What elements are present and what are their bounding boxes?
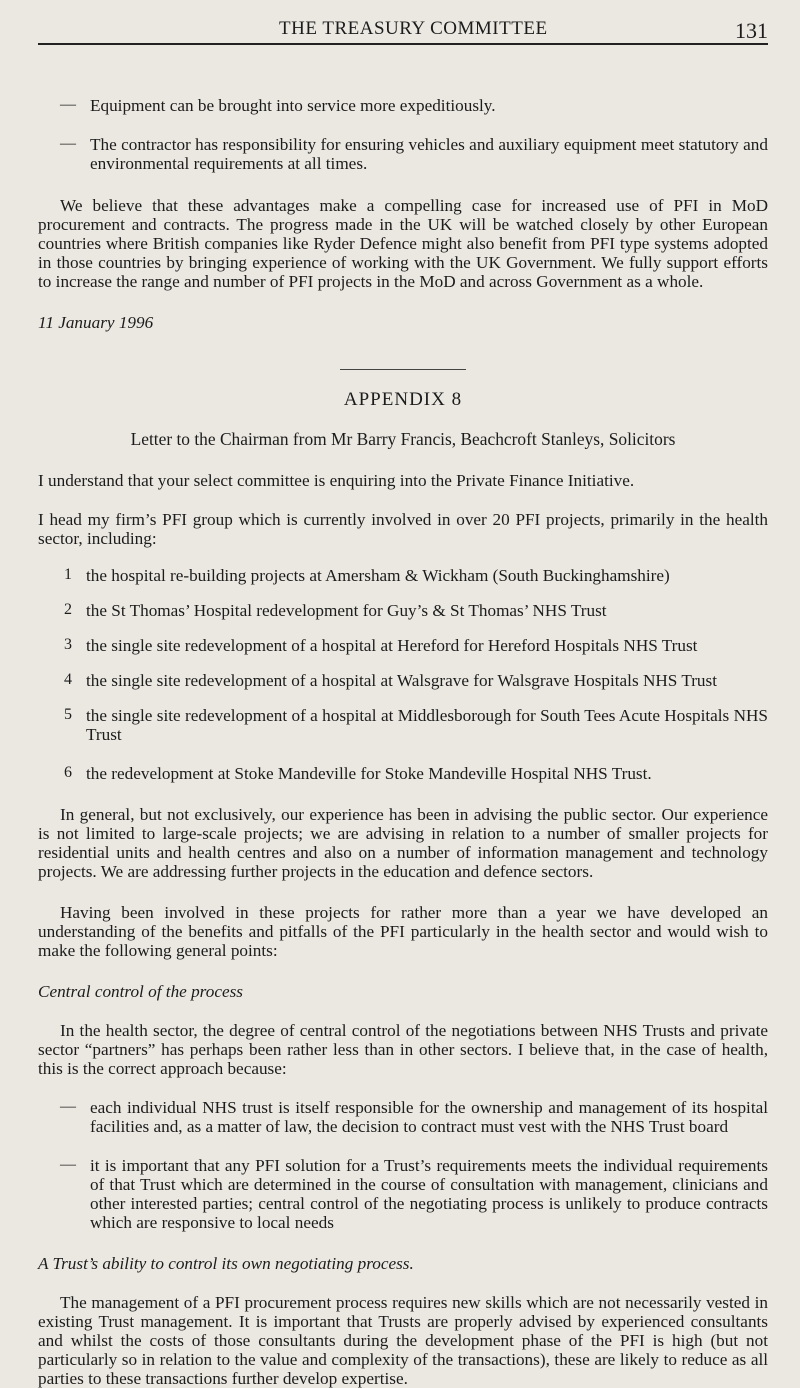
list-item bbox=[64, 566, 768, 585]
dash-marker: — bbox=[60, 96, 76, 113]
bullet-item bbox=[60, 135, 768, 173]
dash-marker: — bbox=[60, 1098, 76, 1115]
list-text: the single site redevelopment of a hospital at Hereford for Hereford Hospitals NHS Trust bbox=[86, 636, 698, 655]
section-heading: A Trust’s ability to control its own negotiating process. bbox=[38, 1254, 414, 1273]
bullet-text: The contractor has responsibility for ensuring vehicles and auxiliary equipment meet statutory and environmental requirements at all times. bbox=[90, 135, 768, 173]
running-head: THE TREASURY COMMITTEE bbox=[279, 18, 548, 39]
list-item bbox=[64, 764, 768, 783]
list-number: 5 bbox=[64, 706, 72, 723]
list-item bbox=[64, 671, 768, 690]
list-text: the single site redevelopment of a hospital at Walsgrave for Walsgrave Hospitals NHS Trust bbox=[86, 671, 717, 690]
letter-date: 11 January 1996 bbox=[38, 313, 154, 332]
list-number: 6 bbox=[64, 764, 72, 781]
section-heading: Central control of the process bbox=[38, 982, 243, 1001]
list-number: 2 bbox=[64, 601, 72, 618]
bullet-item bbox=[60, 1098, 768, 1136]
section-divider bbox=[340, 369, 466, 370]
paragraph-4: Having been involved in these projects for rather more than a year we have developed an understanding of the benefits and pitfalls of the PFI particularly in the health sector and would wish to make the following general points: bbox=[38, 903, 768, 960]
list-item bbox=[64, 636, 768, 655]
list-item bbox=[64, 601, 768, 620]
paragraph-6: The management of a PFI procurement process requires new skills which are not necessarily vested in existing Trust management. It is important that Trusts are properly advised by experienced consultants and whilst the costs of those consultants during the development phase of the PFI is high (but not particularly so in relation to the value and complexity of the transactions), these are likely to reduce as all parties to these transactions further develop expertise. bbox=[38, 1293, 768, 1388]
list-text: the St Thomas’ Hospital redevelopment for Guy’s & St Thomas’ NHS Trust bbox=[86, 601, 607, 620]
bullet-text: each individual NHS trust is itself responsible for the ownership and management of its hospital facilities and, as a matter of law, the decision to contract must vest with the NHS Trust board bbox=[90, 1098, 768, 1136]
paragraph-5: In the health sector, the degree of central control of the negotiations between NHS Trusts and private sector “partners” has perhaps been rather less than in other sectors. I believe that, in the case of health, this is the correct approach because: bbox=[38, 1021, 768, 1078]
bullet-text: Equipment can be brought into service more expeditiously. bbox=[90, 96, 496, 115]
bullet-item bbox=[60, 1156, 768, 1232]
appendix-title: APPENDIX 8 bbox=[343, 389, 463, 410]
list-text: the single site redevelopment of a hospital at Middlesborough for South Tees Acute Hospitals NHS Trust bbox=[86, 706, 768, 744]
bullet-item bbox=[60, 96, 768, 115]
paragraph-3: In general, but not exclusively, our experience has been in advising the public sector. Our experience is not limited to large-scale projects; we are advising in relation to a number of smaller projects for residential units and health centres and also on a number of information management and technology projects. We are addressing further projects in the education and defence sectors. bbox=[38, 805, 768, 881]
dash-marker: — bbox=[60, 1156, 76, 1173]
paragraph-2: I head my firm’s PFI group which is currently involved in over 20 PFI projects, primarily in the health sector, including: bbox=[38, 510, 768, 548]
page-header bbox=[38, 10, 768, 44]
list-text: the hospital re-building projects at Amersham & Wickham (South Buckinghamshire) bbox=[86, 566, 670, 585]
list-item bbox=[64, 706, 768, 744]
header-rule bbox=[38, 43, 768, 45]
paragraph-1: I understand that your select committee is enquiring into the Private Finance Initiative. bbox=[38, 471, 635, 490]
bullet-text: it is important that any PFI solution for a Trust’s requirements meets the individual requirements of that Trust which are determined in the course of consultation with management, clinicians and other interested parties; central control of the negotiating process is unlikely to produce contracts which are responsive to local needs bbox=[90, 1156, 768, 1232]
paragraph-intro: We believe that these advantages make a compelling case for increased use of PFI in MoD procurement and contracts. The progress made in the UK will be watched closely by other European countries where British companies like Ryder Defence might also benefit from PFI type systems adopted in those countries by bringing experience of working with the UK Government. We fully support efforts to increase the range and number of PFI projects in the MoD and across Government as a whole. bbox=[38, 196, 768, 291]
list-number: 1 bbox=[64, 566, 72, 583]
list-text: the redevelopment at Stoke Mandeville for Stoke Mandeville Hospital NHS Trust. bbox=[86, 764, 652, 783]
appendix-subtitle: Letter to the Chairman from Mr Barry Francis, Beachcroft Stanleys, Solicitors bbox=[130, 429, 676, 449]
list-number: 3 bbox=[64, 636, 72, 653]
page-number: 131 bbox=[735, 18, 768, 43]
dash-marker: — bbox=[60, 135, 76, 152]
list-number: 4 bbox=[64, 671, 72, 688]
